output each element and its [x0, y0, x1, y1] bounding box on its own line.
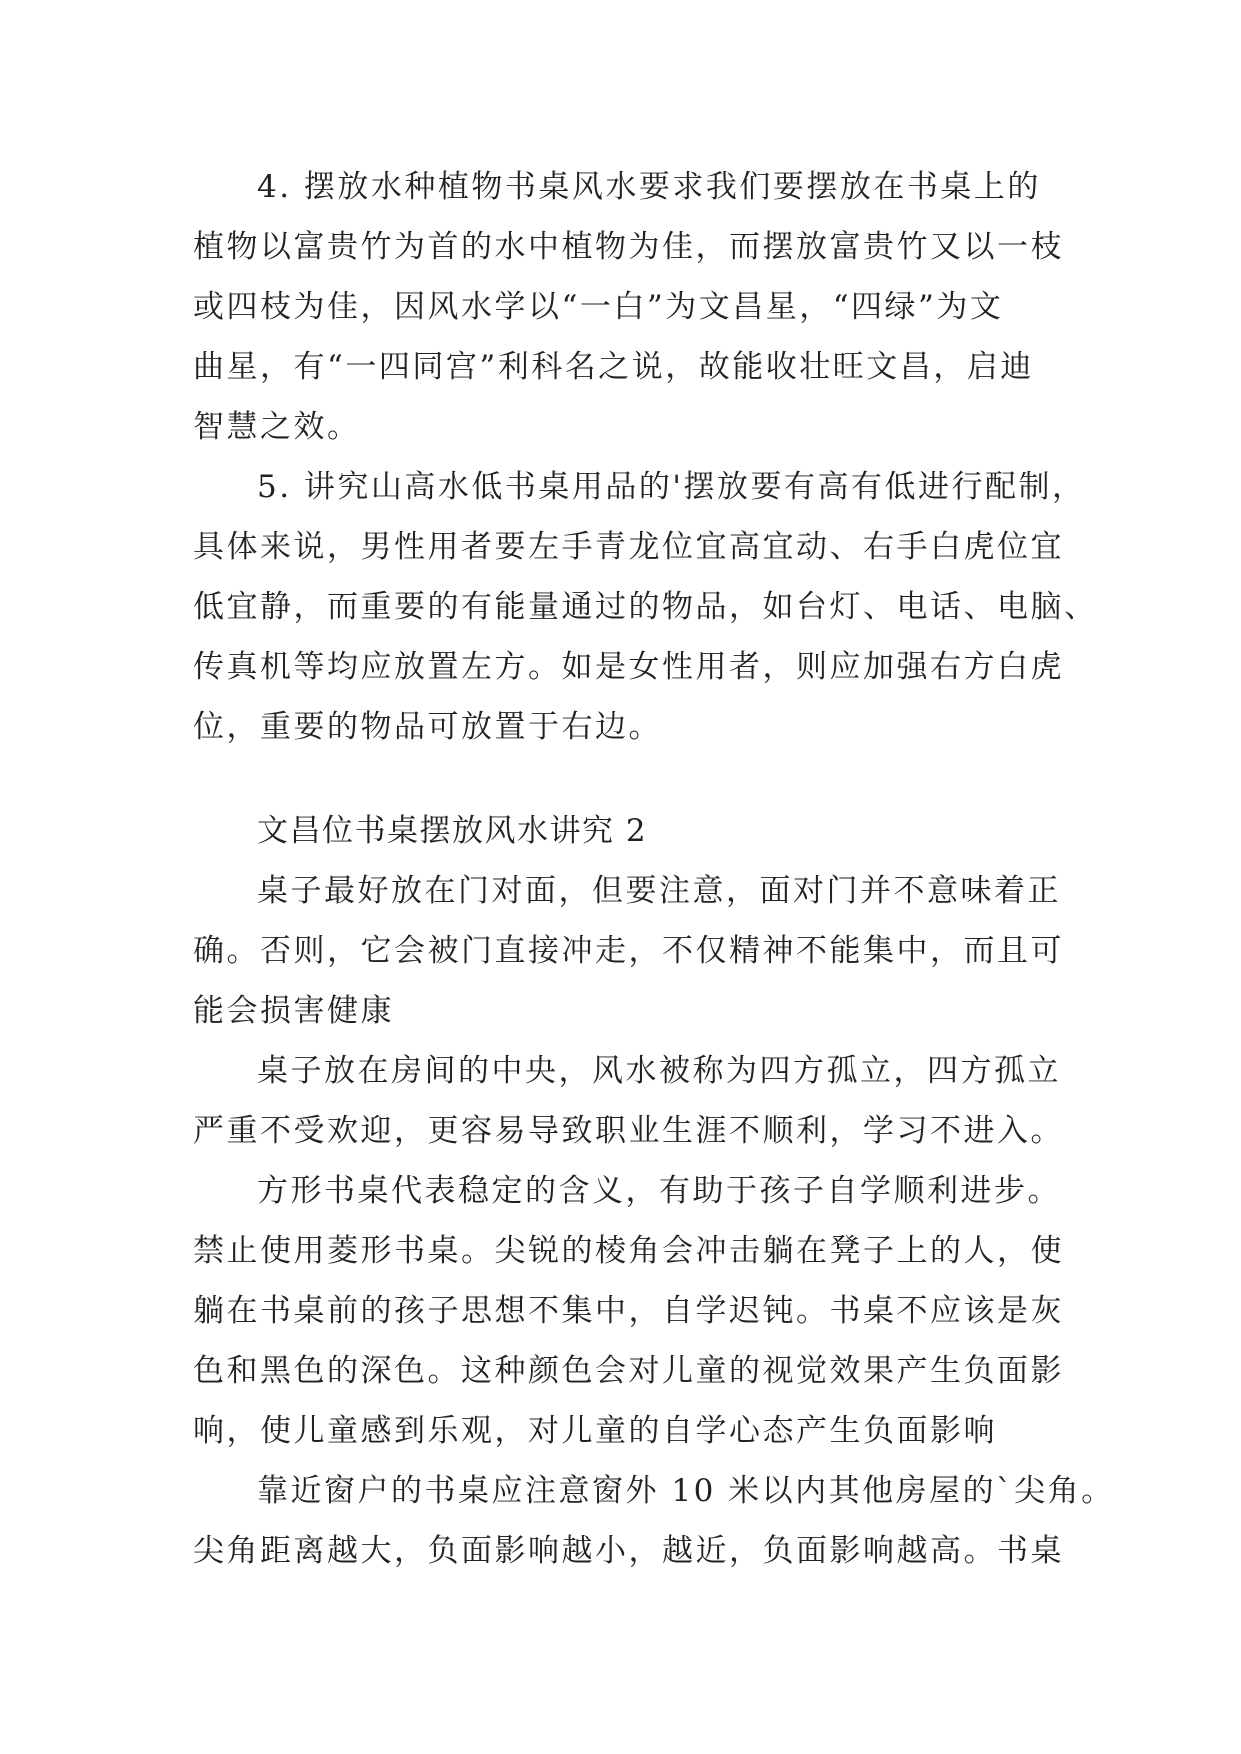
paragraph-line: 桌子放在房间的中央，风水被称为四方孤立，四方孤立: [257, 1053, 1061, 1089]
paragraph-line: 严重不受欢迎，更容易导致职业生涯不顺利，学习不进入。: [193, 1113, 1064, 1149]
paragraph-line: 禁止使用菱形书桌。尖锐的棱角会冲击躺在凳子上的人，使: [193, 1233, 1064, 1269]
paragraph-line: 位，重要的物品可放置于右边。: [193, 709, 662, 745]
paragraph-line: 传真机等均应放置左方。如是女性用者，则应加强右方白虎: [193, 649, 1064, 685]
paragraph-line: 靠近窗户的书桌应注意窗外 10 米以内其他房屋的`尖角。: [257, 1473, 1115, 1509]
paragraph-line: 能会损害健康: [193, 993, 394, 1029]
paragraph-line: 桌子最好放在门对面，但要注意，面对门并不意味着正: [257, 873, 1061, 909]
paragraph-line: 躺在书桌前的孩子思想不集中，自学迟钝。书桌不应该是灰: [193, 1293, 1064, 1329]
paragraph-line: 具体来说，男性用者要左手青龙位宜高宜动、右手白虎位宜: [193, 529, 1064, 565]
paragraph-line: 色和黑色的深色。这种颜色会对儿童的视觉效果产生负面影: [193, 1353, 1064, 1389]
paragraph-line: 尖角距离越大，负面影响越小，越近，负面影响越高。书桌: [193, 1533, 1064, 1569]
paragraph-line: 低宜静，而重要的有能量通过的物品，如台灯、电话、电脑、: [193, 589, 1098, 625]
section-title: 文昌位书桌摆放风水讲究 2: [257, 813, 648, 849]
paragraph-line: 或四枝为佳，因风水学以“一白”为文昌星，“四绿”为文: [193, 289, 1004, 325]
paragraph-line: 5. 讲究山高水低书桌用品的'摆放要有高有低进行配制，: [257, 469, 1086, 505]
paragraph-line: 智慧之效。: [193, 409, 361, 445]
paragraph-line: 植物以富贵竹为首的水中植物为佳，而摆放富贵竹又以一枝: [193, 229, 1064, 265]
paragraph-line: 响，使儿童感到乐观，对儿童的自学心态产生负面影响: [193, 1413, 997, 1449]
paragraph-line: 曲星，有“一四同宫”利科名之说，故能收壮旺文昌，启迪: [193, 349, 1034, 385]
paragraph-line: 4. 摆放水种植物书桌风水要求我们要摆放在书桌上的: [257, 169, 1041, 205]
paragraph-line: 确。否则，它会被门直接冲走，不仅精神不能集中，而且可: [193, 933, 1064, 969]
paragraph-line: 方形书桌代表稳定的含义，有助于孩子自学顺利进步。: [257, 1173, 1061, 1209]
